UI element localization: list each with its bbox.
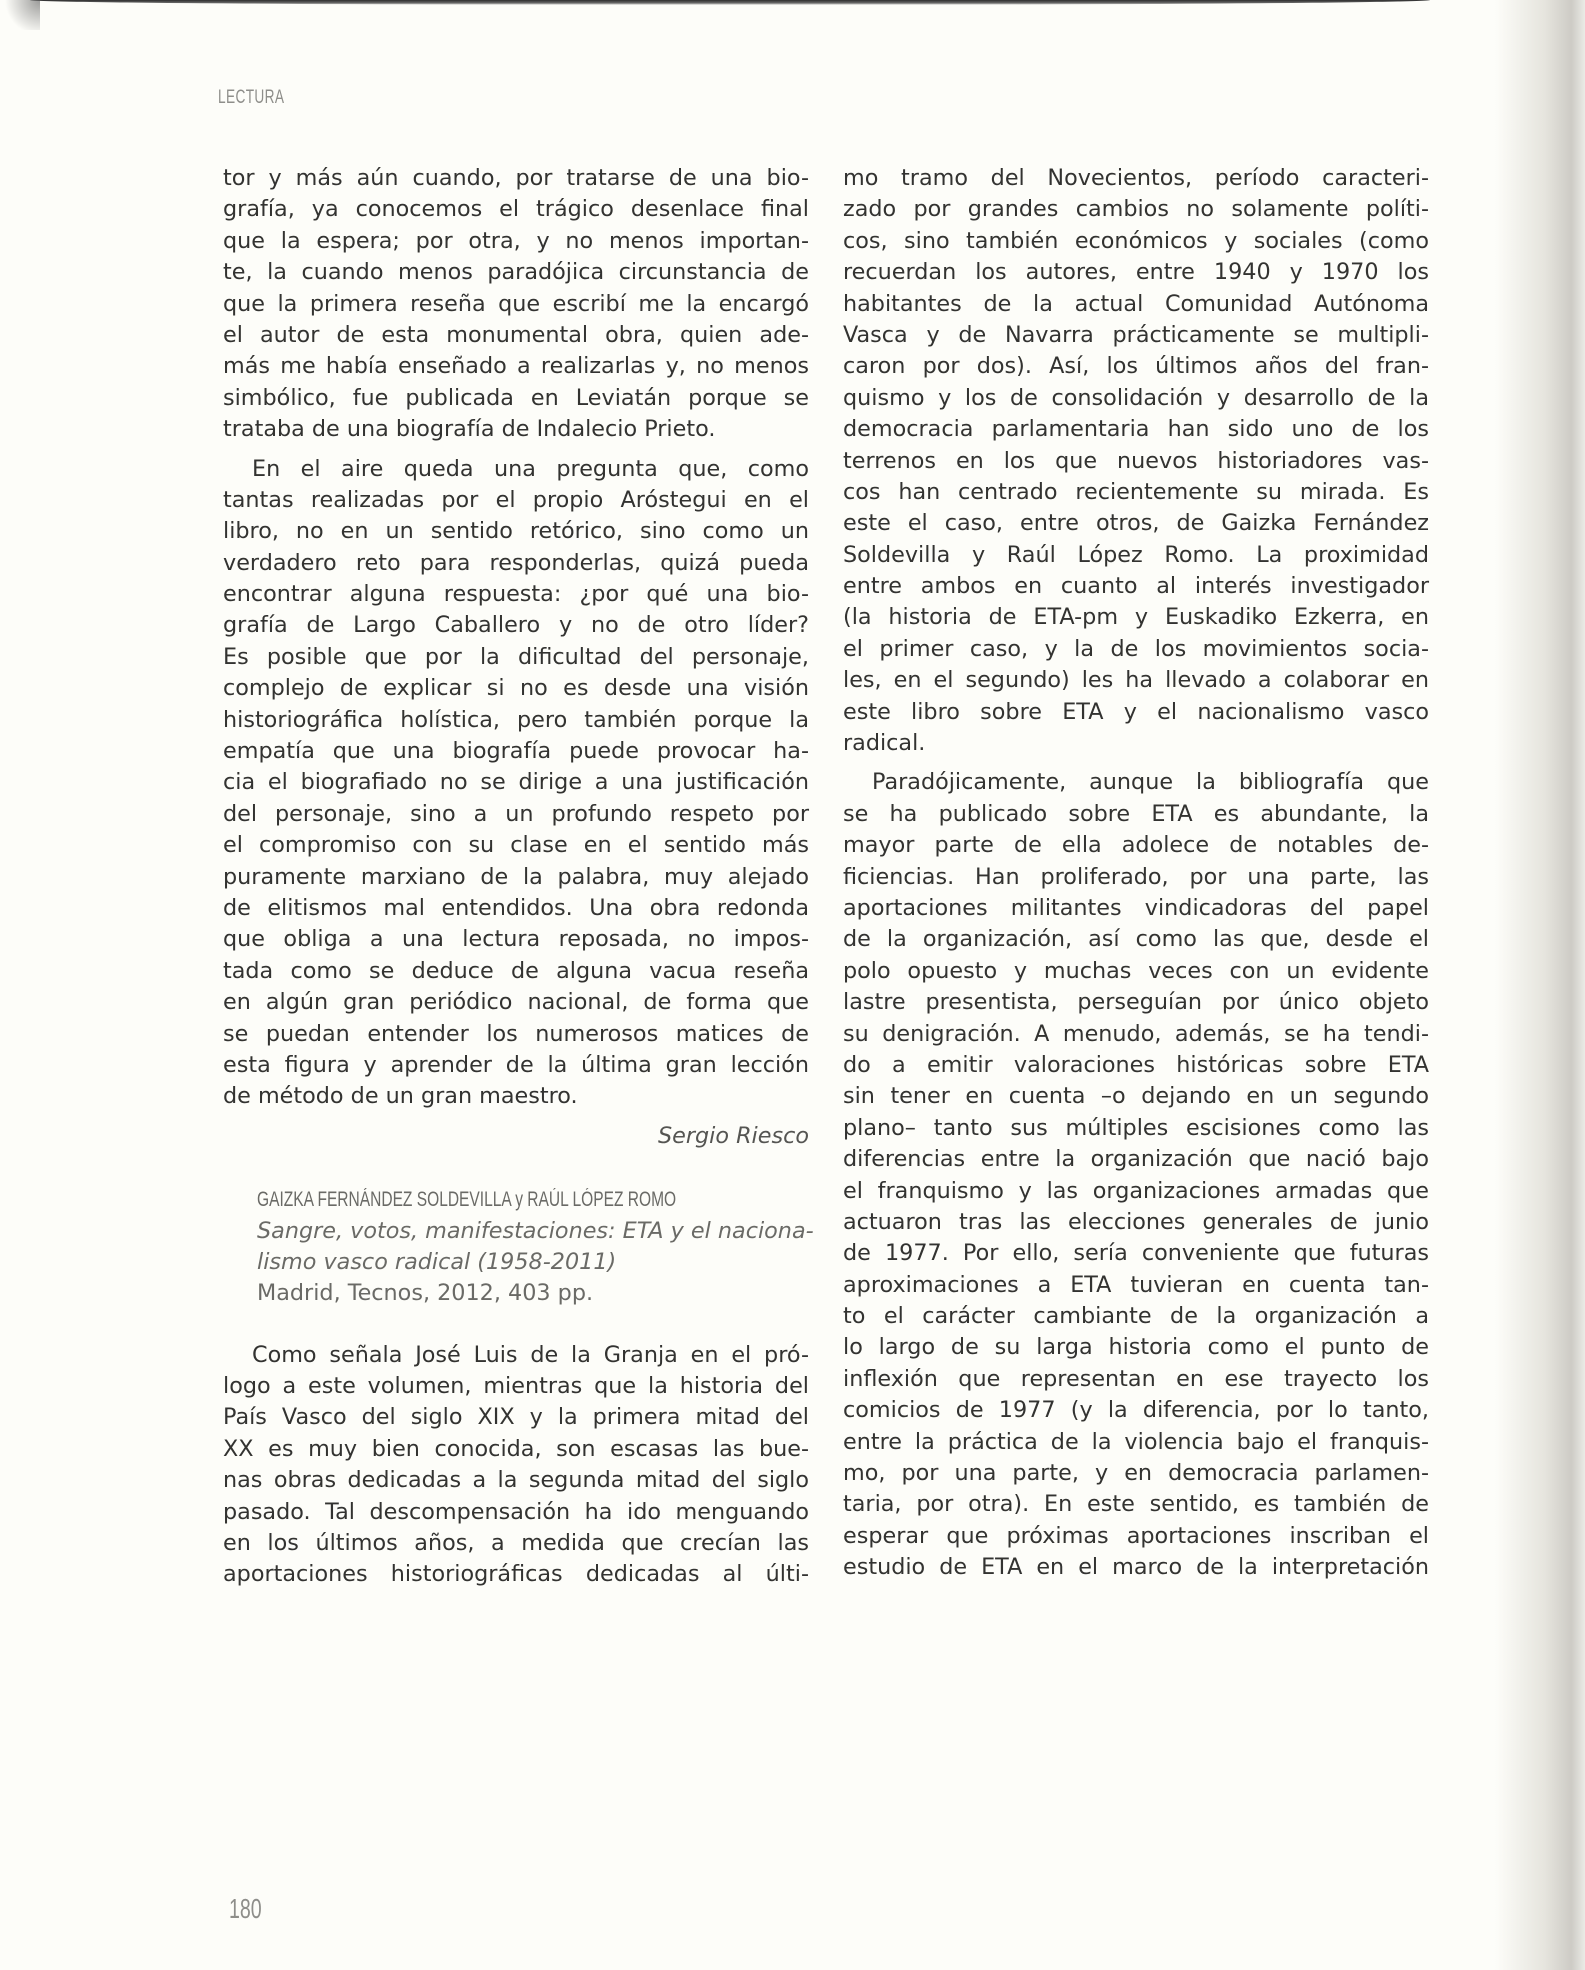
text-line: aproximaciones a ETA tuvieran en cuenta tan-: [843, 1271, 1429, 1298]
running-head: LECTURA: [218, 87, 285, 108]
text-line: les, en el segundo) les ha llevado a colaborar en: [843, 667, 1429, 694]
paragraph: [223, 454, 809, 1113]
text-line: de la organización, así como las que, desde el: [843, 926, 1429, 953]
text-line: logo a este volumen, mientras que la historia del: [223, 1373, 809, 1400]
text-line: (la historia de ETA-pm y Euskadiko Ezkerra, en: [843, 604, 1429, 631]
text-line: en algún gran periódico nacional, de forma que: [223, 989, 809, 1016]
text-line: encontrar alguna respuesta: ¿por qué una bio-: [223, 581, 809, 608]
text-line: nas obras dedicadas a la segunda mitad del siglo: [223, 1467, 809, 1494]
text-line: diferencias entre la organización que nació bajo: [843, 1146, 1429, 1173]
text-line: su denigración. A menudo, además, se ha tendi-: [843, 1020, 1429, 1047]
text-line: sin tener en cuenta –o dejando en un segundo: [843, 1083, 1429, 1110]
text-line: aportaciones militantes vindicadoras del papel: [843, 894, 1429, 921]
text-line: cia el biografiado no se dirige a una justificación: [223, 769, 809, 796]
text-line: radical.: [843, 730, 926, 757]
text-line: libro, no en un sentido retórico, sino como un: [223, 518, 809, 545]
text-line: trataba de una biografía de Indalecio Prieto.: [223, 416, 716, 443]
scan-corner-shadow: [0, 0, 40, 30]
text-line: lo largo de su larga historia como el punto de: [843, 1334, 1429, 1361]
text-line: esta figura y aprender de la última gran lección: [223, 1051, 809, 1078]
text-line: empatía que una biografía puede provocar ha-: [223, 738, 809, 765]
text-line: ficiencias. Han proliferado, por una parte, las: [843, 863, 1429, 890]
text-line: historiográfica holística, pero también porque la: [223, 706, 809, 733]
text-line: terrenos en los que nuevos historiadores vas-: [843, 447, 1429, 474]
text-line: se puedan entender los numerosos matices de: [223, 1020, 809, 1047]
text-line: esperar que próximas aportaciones inscriban el: [843, 1522, 1429, 1549]
text-line: del personaje, sino a un profundo respeto por: [223, 800, 809, 827]
text-line: mo, por una parte, y en democracia parlamen-: [843, 1460, 1429, 1487]
text-line: que la primera reseña que escribí me la encargó: [223, 290, 809, 317]
text-line: Soldevilla y Raúl López Romo. La proximidad: [843, 541, 1429, 568]
book-publication: Madrid, Tecnos, 2012, 403 pp.: [257, 1280, 594, 1307]
left-column: [223, 163, 814, 1599]
text-line: inflexión que representan en ese trayecto los: [843, 1365, 1429, 1392]
page-gutter-shadow: [1495, 0, 1585, 1970]
text-line: tor y más aún cuando, por tratarse de una bio-: [223, 165, 809, 191]
text-line: simbólico, fue publicada en Leviatán porque se: [223, 384, 809, 411]
text-line: tantas realizadas por el propio Aróstegui en el: [223, 486, 809, 513]
text-line: taria, por otra). En este sentido, es también de: [843, 1491, 1429, 1518]
text-line: este el caso, entre otros, de Gaizka Fernández: [843, 510, 1429, 537]
text-line: en los últimos años, a medida que crecían las: [223, 1530, 809, 1557]
text-line: entre la práctica de la violencia bajo el franquis-: [843, 1428, 1429, 1455]
text-line: aportaciones historiográficas dedicadas al últi-: [223, 1561, 809, 1588]
text-line: verdadero reto para responderlas, quizá pueda: [223, 549, 809, 576]
text-line: zado por grandes cambios no solamente políti-: [843, 196, 1429, 223]
text-line: actuaron tras las elecciones generales de junio: [843, 1208, 1429, 1235]
text-line: el compromiso con su clase en el sentido más: [223, 832, 809, 859]
text-line: pasado. Tal descompensación ha ido menguando: [223, 1498, 809, 1525]
text-line: de método de un gran maestro.: [223, 1083, 578, 1110]
text-line: do a emitir valoraciones históricas sobre ETA: [843, 1051, 1429, 1078]
text-line: cos, sino también económicos y sociales (como: [843, 227, 1429, 254]
right-column: [843, 163, 1429, 1592]
text-line: grafía, ya conocemos el trágico desenlace final: [223, 196, 809, 223]
text-line: el franquismo y las organizaciones armadas que: [843, 1177, 1429, 1204]
text-line: polo opuesto y muchas veces con un evidente: [843, 957, 1429, 984]
text-line: tada como se deduce de alguna vacua reseña: [223, 957, 809, 984]
text-line: se ha publicado sobre ETA es abundante, la: [843, 800, 1429, 827]
text-line: que obliga a una lectura reposada, no impos-: [223, 926, 809, 953]
text-line: País Vasco del siglo XIX y la primera mitad del: [223, 1404, 809, 1431]
book-title-line: Sangre, votos, manifestaciones: ETA y el naciona-: [257, 1217, 814, 1244]
text-line: plano– tanto sus múltiples escisiones como las: [843, 1114, 1429, 1141]
paragraph: [843, 767, 1429, 1583]
text-line: Es posible que por la dificultad del personaje,: [223, 643, 809, 670]
text-line: recuerdan los autores, entre 1940 y 1970 los: [843, 259, 1429, 286]
text-line: grafía de Largo Caballero y no de otro líder?: [223, 612, 809, 639]
paragraph-continuation: [843, 163, 1429, 759]
text-line: caron por dos). Así, los últimos años del fran-: [843, 353, 1429, 380]
book-reference: [223, 1184, 814, 1310]
book-authors: GAIZKA FERNÁNDEZ SOLDEVILLA y RAÚL LÓPEZ ROMO: [257, 1188, 677, 1212]
text-line: de 1977. Por ello, sería conveniente que futuras: [843, 1240, 1429, 1267]
text-line: Como señala José Luis de la Granja en el pró-: [252, 1341, 809, 1368]
text-line: este libro sobre ETA y el nacionalismo vasco: [843, 698, 1429, 725]
text-line: puramente marxiano de la palabra, muy alejado: [223, 863, 809, 890]
text-line: cos han centrado recientemente su mirada. Es: [843, 478, 1429, 505]
text-line: Vasca y de Navarra prácticamente se multipli-: [843, 321, 1429, 348]
review-signature: Sergio Riesco: [657, 1122, 809, 1149]
text-line: mayor parte de ella adolece de notables de-: [843, 832, 1429, 859]
text-line: mo tramo del Novecientos, período caracteri-: [843, 165, 1429, 191]
text-line: te, la cuando menos paradójica circunstancia de: [223, 259, 809, 286]
text-line: En el aire queda una pregunta que, como: [252, 455, 809, 482]
page-number: 180: [229, 1893, 262, 1924]
text-line: to el carácter cambiante de la organización a: [843, 1303, 1429, 1330]
text-line: XX es muy bien conocida, son escasas las bue-: [223, 1435, 809, 1462]
paragraph-continuation: [223, 163, 809, 446]
text-line: el primer caso, y la de los movimientos socia-: [843, 635, 1429, 662]
text-line: más me había enseñado a realizarlas y, no menos: [223, 353, 809, 380]
text-line: de elitismos mal entendidos. Una obra redonda: [223, 894, 809, 921]
scan-top-edge: [30, 0, 1430, 5]
text-line: lastre presentista, perseguían por único objeto: [843, 989, 1429, 1016]
text-line: que la espera; por otra, y no menos importan-: [223, 227, 809, 254]
text-line: complejo de explicar si no es desde una visión: [223, 675, 809, 702]
text-line: democracia parlamentaria han sido uno de los: [843, 416, 1429, 443]
text-line: entre ambos en cuanto al interés investigador: [843, 573, 1429, 600]
text-line: habitantes de la actual Comunidad Autónoma: [843, 290, 1429, 317]
text-line: comicios de 1977 (y la diferencia, por lo tanto,: [843, 1397, 1429, 1424]
text-line: estudio de ETA en el marco de la interpretación: [843, 1554, 1429, 1581]
text-line: quismo y los de consolidación y desarrollo de la: [843, 384, 1429, 411]
text-line: el autor de esta monumental obra, quien ade-: [223, 321, 809, 348]
paragraph: [223, 1340, 809, 1591]
book-title-line: lismo vasco radical (1958-2011): [257, 1248, 617, 1275]
text-line: Paradójicamente, aunque la bibliografía que: [872, 769, 1429, 796]
